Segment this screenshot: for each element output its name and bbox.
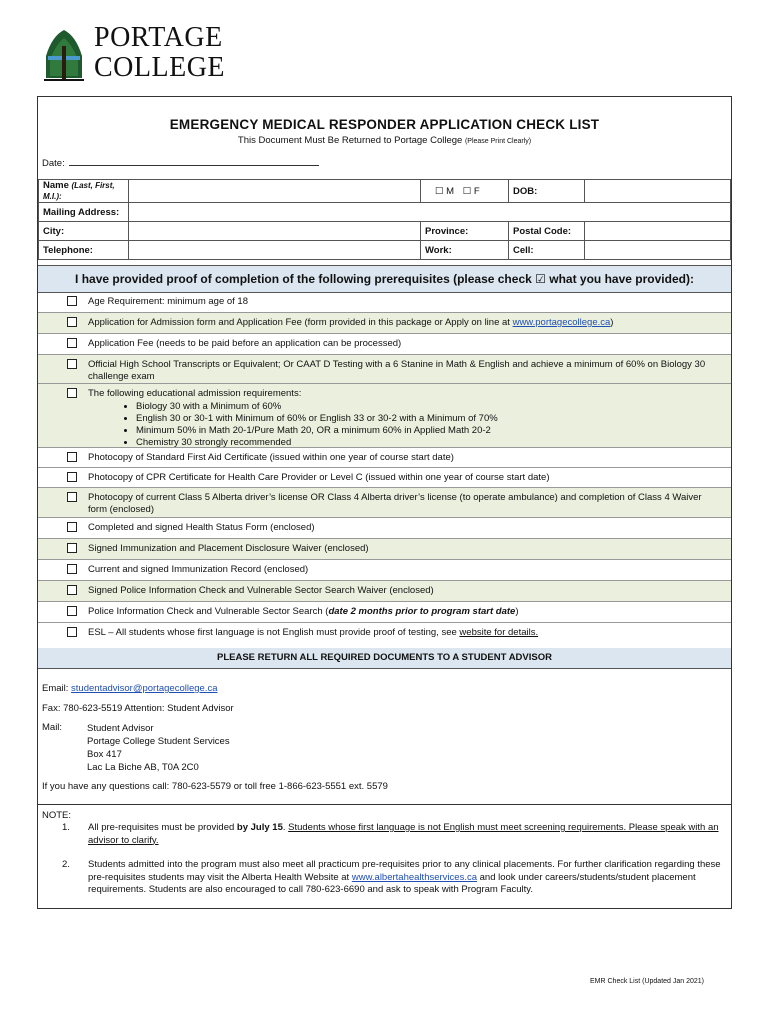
fax-line: Fax: 780-623-5519 Attention: Student Advisor — [42, 703, 234, 714]
checkbox[interactable] — [67, 522, 77, 532]
checkbox[interactable] — [67, 627, 77, 637]
dob-label: DOB: — [509, 180, 585, 203]
checkbox[interactable] — [67, 338, 77, 348]
list-item: • Chemistry 30 strongly recommended — [136, 437, 709, 449]
prereq-row-immunization-record — [38, 560, 731, 581]
prereq-row-esl — [38, 623, 731, 644]
prereq-row-police-check — [38, 602, 731, 623]
checkbox[interactable] — [67, 359, 77, 369]
province-label: Province: — [425, 225, 469, 237]
prereq-text: Application for Admission form and Application Fee (form provided in this package or Apply on line at www.portagecollege.ca) — [88, 317, 614, 328]
gender-f-label[interactable]: F — [473, 185, 480, 197]
checkbox[interactable] — [67, 452, 77, 462]
list-item: • Minimum 50% in Math 20-1/Pure Math 20, OR a minimum 60% in Applied Math 20-2 — [136, 425, 709, 437]
checkbox[interactable] — [67, 296, 77, 306]
tree-logo-icon — [42, 26, 86, 82]
mailing-address-label: Mailing Address: — [39, 203, 129, 222]
prereq-text: Official High School Transcripts or Equivalent; Or CAAT D Testing with a 6 Stanine in Math & English and achieve a minimum of 60% on Biology 30 challenge exam — [88, 359, 706, 382]
checkbox[interactable] — [67, 585, 77, 595]
prereq-text: Photocopy of Standard First Aid Certificate (issued within one year of course start date) — [88, 452, 454, 463]
name-field[interactable] — [129, 180, 421, 203]
checkbox[interactable] — [67, 606, 77, 616]
prereq-row-first-aid — [38, 448, 731, 468]
divider — [38, 804, 731, 805]
esl-details-link[interactable]: website for details. — [459, 627, 539, 638]
prereq-text: Signed Police Information Check and Vulnerable Sector Search Waiver (enclosed) — [88, 585, 434, 596]
applicant-info-table — [38, 179, 731, 260]
checklist-sheet: EMERGENCY MEDICAL RESPONDER APPLICATION CHECK LIST This Document Must Be Returned to Portage College (Please Print Clearly) Date: Name (Last, First, M.I.): ☐ M ☐ F DOB: Mailing Address: City: Province: Postal Code: Telephone: Work: Cell: I have provided proof of completion of the following prerequisites (please check ☑ what you have provided): Age Requirement: minimum age of 18 Application for Admission form and Application Fee (form provided in this package or Apply on line at www.portagecollege.ca) Application Fee (needs to be paid before an application can be processed) Official High School Transcripts or Equivalent; Or CAAT D Testing with a 6 Stanine in Math & English and achieve a minimum of 60% on Biology 30 challenge exam The following educational admission requirements: • Biology 30 with a Minimum of 60% • English 30 or 30-1 with Minimum of 60% or English 33 or 30-2 with a Minimum of 70% • Minimum 50% in Math 20-1/Pure Math 20, OR a minimum 60% in Applied Math 20-2 • Chemistry 30 strongly recommended Photocopy of Standard First Aid Certificate (issued within one year of course start date) Photocopy of CPR Certificate for Health Care Provider or Level C (issued within one year of course start date) Photocopy of current Class 5 Alberta driver’s license OR Class 4 Alberta driver’s license (to operate ambulance) and completion of Class 4 Waiver form (enclosed) Completed and signed Health Status Form (enclosed) Signed Immunization and Placement Disclosure Waiver (enclosed) Current and signed Immunization Record (enclosed) Signed Police Information Check and Vulnerable Sector Search Waiver (enclosed) Police Information Check and Vulnerable Sector Search (date 2 months prior to program start date) ESL – All students whose first language is not English must provide proof of testing, see website for details. PLEASE RETURN ALL REQUIRED DOCUMENTS TO A STUDENT ADVISOR Email: studentadvisor@portagecollege.ca Fax: 780-623-5519 Attention: Student Advisor Mail: Student Advisor Portage College Student Services Box 417 Lac La Biche AB, T0A 2C0 If you have any questions call: 780-623-5579 or toll free 1-866-623-5551 ext. 5579 NOTE: 1. All pre-requisites must be provided by July 15. Students whose first language is not English must meet screening requirements. Please speak with an advisor to clarify. 2. Students admitted into the program must also meet all practicum pre-requisites prior to any clinical placements. For further clarification regarding these pre-requisites students may visit the Alberta Health Website at www.albertahealthservices.ca and look under careers/students/student placement requirements. Students are also encouraged to call 780-623-6690 and ask to speak with Program Faculty. — [37, 96, 732, 909]
checkbox[interactable] — [67, 388, 77, 398]
note-label: NOTE: — [42, 810, 72, 821]
prereq-row-application — [38, 313, 731, 334]
page-subtitle: This Document Must Be Returned to Portage College (Please Print Clearly) — [237, 135, 532, 146]
prereq-text: Age Requirement: minimum age of 18 — [88, 296, 248, 307]
date-field[interactable] — [42, 156, 319, 169]
alberta-health-link[interactable]: www.albertahealthservices.ca — [351, 871, 477, 883]
advisor-email-link[interactable]: studentadvisor@portagecollege.ca — [71, 683, 218, 694]
date-line[interactable] — [69, 156, 319, 166]
date-label: Date: — [42, 158, 65, 169]
portage-website-link[interactable]: www.portagecollege.ca — [512, 317, 611, 328]
prereq-text: ESL – All students whose first language is not English must provide proof of testing, see website for details. — [88, 627, 539, 638]
prereq-text: Application Fee (needs to be paid before an application can be processed) — [88, 338, 402, 349]
checkbox[interactable] — [67, 317, 77, 327]
prereq-text: The following educational admission requirements: • Biology 30 with a Minimum of 60% • English 30 or 30-1 with Minimum of 60% or English 33 or 30-2 with a Minimum of 70% • Minimum 50% in Math 20-1/Pure Math 20, OR a minimum 60% in Applied Math 20-2 • Chemistry 30 strongly recommended — [88, 388, 709, 449]
list-item: • English 30 or 30-1 with Minimum of 60% or English 33 or 30-2 with a Minimum of 70% — [136, 413, 709, 425]
prereq-text: Photocopy of CPR Certificate for Health Care Provider or Level C (issued within one year of course start date) — [88, 472, 550, 483]
prereq-text: Completed and signed Health Status Form (enclosed) — [88, 522, 315, 533]
return-documents-banner: PLEASE RETURN ALL REQUIRED DOCUMENTS TO A STUDENT ADVISOR — [38, 648, 731, 669]
gender-m-label[interactable]: M — [446, 185, 455, 197]
prereq-row-drivers-license — [38, 488, 731, 518]
prerequisites-heading: I have provided proof of completion of the following prerequisites (please check ☑ what you have provided): — [38, 265, 731, 293]
prereq-row-health-status — [38, 518, 731, 539]
checkbox[interactable] — [67, 472, 77, 482]
list-item: • Biology 30 with a Minimum of 60% — [136, 401, 709, 413]
logo-line-2: COLLEGE — [94, 52, 226, 83]
prereq-row-police-waiver — [38, 581, 731, 602]
checkbox[interactable] — [67, 543, 77, 553]
cell-field[interactable] — [585, 241, 731, 260]
cell-label: Cell: — [509, 241, 585, 260]
telephone-label: Telephone: — [39, 241, 129, 260]
prereq-row-education — [38, 384, 731, 448]
mailing-address-field[interactable] — [129, 203, 731, 222]
college-logo — [42, 24, 242, 84]
prereq-row-cpr — [38, 468, 731, 488]
logo-line-1: PORTAGE — [94, 22, 223, 53]
postal-code-label: Postal Code: — [509, 222, 585, 241]
prerequisite-list — [38, 292, 731, 644]
mailing-address-block: Student Advisor Portage College Student Services Box 417 Lac La Biche AB, T0A 2C0 — [87, 723, 230, 773]
checked-box-icon: ☑ — [535, 272, 546, 286]
prereq-text: Photocopy of current Class 5 Alberta driver’s license OR Class 4 Alberta driver’s license (to operate ambulance) and completion of Class 4 Waiver form (enclosed) — [88, 492, 702, 515]
footer-version: EMR Check List (Updated Jan 2021) — [590, 978, 704, 985]
prereq-row-immunization-waiver — [38, 539, 731, 560]
work-label: Work: — [425, 244, 452, 256]
questions-line: If you have any questions call: 780-623-5579 or toll free 1-866-623-5551 ext. 5579 — [42, 781, 388, 792]
prereq-row-fee — [38, 334, 731, 355]
prereq-row-age — [38, 292, 731, 313]
email-line: Email: studentadvisor@portagecollege.ca — [42, 683, 218, 694]
prereq-row-transcripts — [38, 355, 731, 384]
telephone-field[interactable] — [129, 241, 421, 260]
gender-checkboxes[interactable]: ☐ M ☐ F — [421, 180, 509, 203]
postal-code-field[interactable] — [585, 222, 731, 241]
prereq-text: Current and signed Immunization Record (enclosed) — [88, 564, 309, 575]
checkbox[interactable] — [67, 492, 77, 502]
education-requirements-list — [88, 401, 709, 449]
dob-field[interactable] — [585, 180, 731, 203]
page-title: EMERGENCY MEDICAL RESPONDER APPLICATION CHECK LIST — [169, 117, 600, 132]
checkbox[interactable] — [67, 564, 77, 574]
prereq-text: Police Information Check and Vulnerable Sector Search (date 2 months prior to program start date) — [88, 606, 519, 617]
city-label: City: — [39, 222, 129, 241]
mail-label: Mail: — [42, 722, 63, 733]
print-clearly-note: (Please Print Clearly) — [464, 138, 532, 145]
name-label: Name (Last, First, M.I.): — [39, 180, 129, 203]
prereq-text: Signed Immunization and Placement Disclosure Waiver (enclosed) — [88, 543, 369, 554]
city-field[interactable] — [129, 222, 421, 241]
